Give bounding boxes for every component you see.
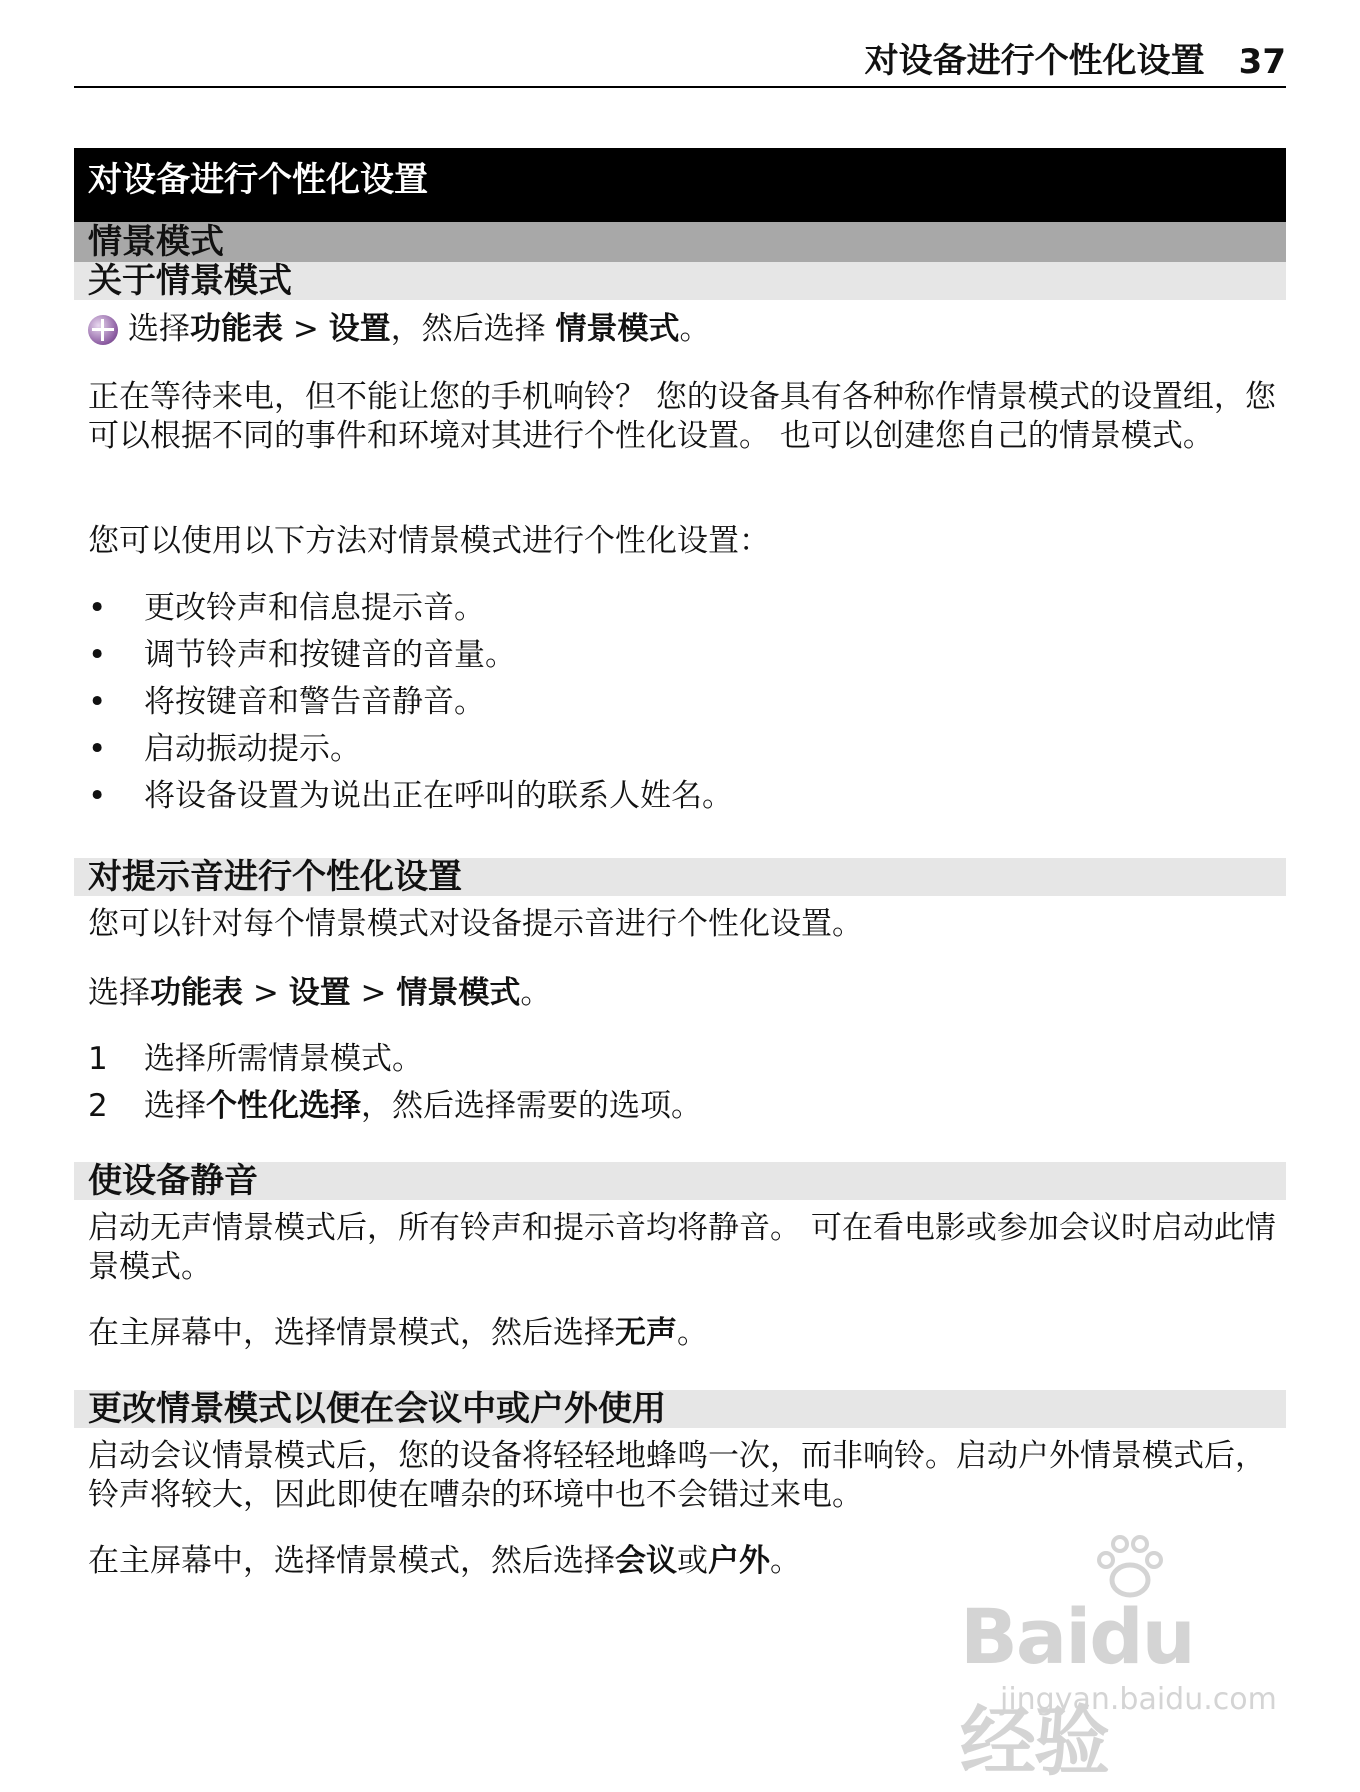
outdoor-profile-label: 户外 [708, 1543, 770, 1579]
tones-nav-path [88, 974, 1286, 1013]
about-paragraph-1: 正在等待来电，但不能让您的手机响铃？ 您的设备具有各种称作情景模式的设置组，您可以根据不同的事件和环境对其进行个性化设置。 也可以创建您自己的情景模式。 [88, 379, 1276, 454]
bullet-mark: • [88, 778, 107, 814]
list-item [88, 632, 1286, 679]
chapter-title: 对设备进行个性化设置 [74, 148, 1286, 222]
list-item [88, 1083, 1286, 1130]
step-text: 选择所需情景模式。 [144, 1041, 423, 1077]
bullet-mark: • [88, 684, 107, 720]
step-text-part: ，然后选择需要的选项。 [361, 1088, 702, 1124]
list-item-text: 更改铃声和信息提示音。 [144, 590, 485, 626]
nav-separator: > [243, 975, 289, 1011]
page-number: 37 [1238, 42, 1286, 82]
tones-step-list [88, 1036, 1286, 1130]
page-header [74, 40, 1286, 88]
subsection-meeting-outdoor: 更改情景模式以便在会议中或户外使用 [74, 1390, 1286, 1428]
watermark-logo: Baidu 经验 [960, 1592, 1194, 1786]
list-item [88, 585, 1286, 632]
header-title: 对设备进行个性化设置 [864, 41, 1205, 81]
list-item [88, 773, 1286, 820]
baidu-watermark [960, 1532, 1280, 1786]
text-part: 在主屏幕中，选择情景模式，然后选择 [88, 1543, 615, 1579]
step-text-part: 选择 [144, 1088, 206, 1124]
text-part: 或 [677, 1543, 708, 1579]
nav-text: 。 [679, 311, 711, 347]
step-option-label: 个性化选择 [206, 1088, 361, 1124]
list-item-text: 将设备设置为说出正在呼叫的联系人姓名。 [144, 778, 733, 814]
nav-profiles-label: 情景模式 [396, 975, 521, 1011]
about-paragraph-2: 您可以使用以下方法对情景模式进行个性化设置： [88, 523, 770, 559]
bullet-mark: • [88, 590, 107, 626]
meeting-profile-label: 会议 [615, 1543, 677, 1579]
subsection-about-profiles: 关于情景模式 [74, 262, 1286, 300]
nav-text: ，然后选择 [390, 311, 556, 347]
nav-settings-label: 设置 [288, 975, 351, 1011]
subsection-personalize-tones: 对提示音进行个性化设置 [74, 858, 1286, 896]
feature-bullet-list [88, 585, 1286, 820]
step-number: 1 [88, 1041, 108, 1077]
section-title-profiles: 情景模式 [74, 222, 1286, 262]
list-item [88, 679, 1286, 726]
step-text [144, 1083, 702, 1130]
nav-separator: > [350, 975, 397, 1011]
watermark-url: jingyan.baidu.com [1000, 1682, 1277, 1717]
list-item-text: 启动振动提示。 [144, 731, 361, 767]
nav-separator: > [283, 311, 329, 347]
silent-profile-label: 无声 [615, 1315, 677, 1351]
nav-text: 。 [520, 975, 552, 1011]
nav-text: 选择 [88, 975, 150, 1011]
about-nav-path [88, 310, 1286, 349]
nav-menu-label: 功能表 [190, 311, 283, 347]
nav-text: 选择 [128, 311, 190, 347]
nav-profiles-label: 情景模式 [555, 311, 680, 347]
text-part: 。 [677, 1315, 708, 1351]
bullet-mark: • [88, 637, 107, 673]
text-part: 。 [770, 1543, 801, 1579]
silence-paragraph-2 [88, 1314, 1286, 1353]
tones-paragraph-1: 您可以针对每个情景模式对设备提示音进行个性化设置。 [88, 906, 863, 942]
subsection-silence-device: 使设备静音 [74, 1162, 1286, 1200]
list-item-text: 将按键音和警告音静音。 [144, 684, 485, 720]
menu-icon [88, 315, 118, 345]
list-item [88, 726, 1286, 773]
list-item [88, 1036, 1286, 1083]
meeting-paragraph-1: 启动会议情景模式后，您的设备将轻轻地蜂鸣一次，而非响铃。启动户外情景模式后，铃声将较大，因此即使在嘈杂的环境中也不会错过来电。 [88, 1438, 1266, 1513]
text-part: 在主屏幕中，选择情景模式，然后选择 [88, 1315, 615, 1351]
step-number: 2 [88, 1088, 108, 1124]
nav-settings-label: 设置 [328, 311, 391, 347]
list-item-text: 调节铃声和按键音的音量。 [144, 637, 516, 673]
nav-menu-label: 功能表 [150, 975, 243, 1011]
bullet-mark: • [88, 731, 107, 767]
silence-paragraph-1: 启动无声情景模式后，所有铃声和提示音均将静音。 可在看电影或参加会议时启动此情景模式。 [88, 1210, 1276, 1285]
